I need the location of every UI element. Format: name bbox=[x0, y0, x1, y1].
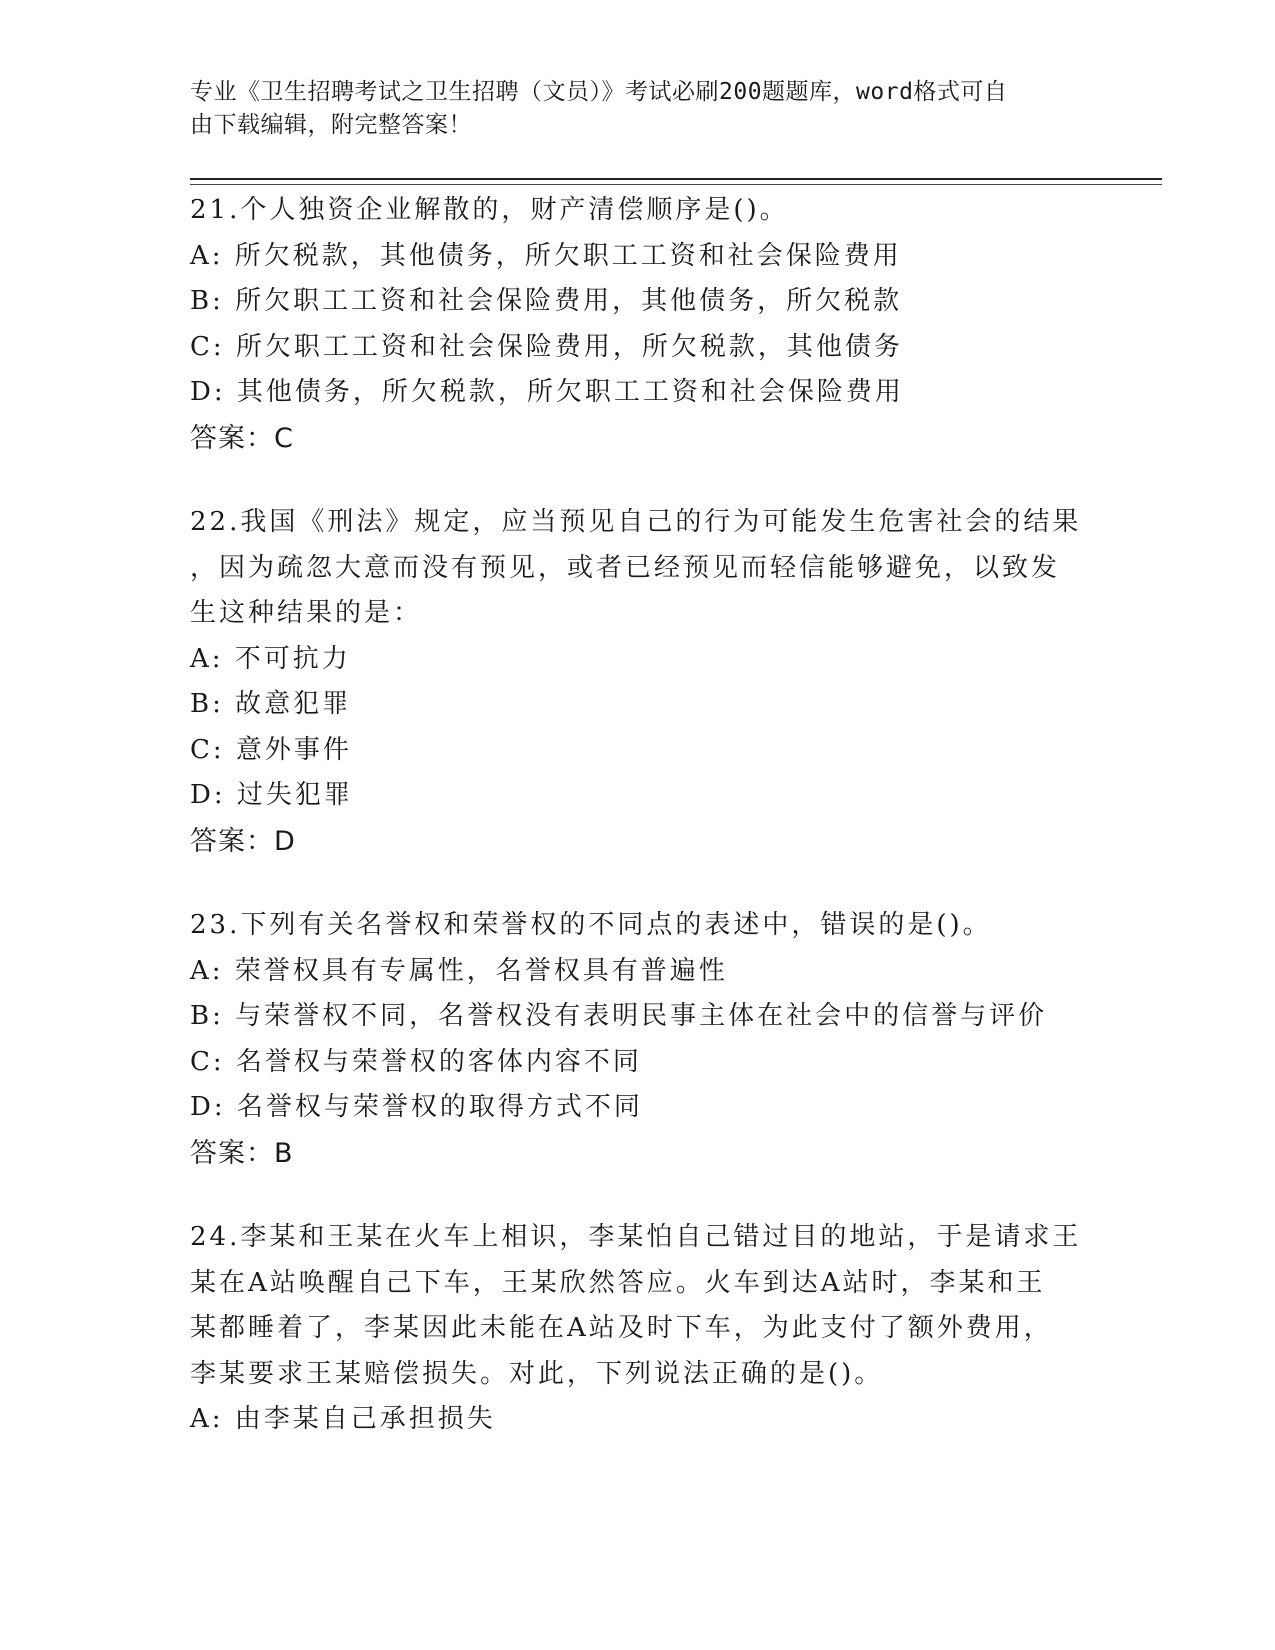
answer-label: 答案：C bbox=[190, 422, 294, 454]
option-d: D: 名誉权与荣誉权的取得方式不同 bbox=[190, 1092, 643, 1122]
header-line-1: 专业《卫生招聘考试之卫生招聘（文员）》考试必刷200题题库，word格式可自 bbox=[190, 79, 1008, 105]
option-d: D: 过失犯罪 bbox=[190, 780, 353, 810]
option-b: B: 所欠职工工资和社会保险费用，其他债务，所欠税款 bbox=[190, 286, 903, 316]
question-stem-line-4: 李某要求王某赔偿损失。对此，下列说法正确的是()。 bbox=[190, 1358, 884, 1389]
question-stem-line-1: 24.李某和王某在火车上相识，李某怕自己错过目的地站，于是请求王 bbox=[190, 1222, 1082, 1252]
question-stem-line-3: 生这种结果的是： bbox=[190, 598, 423, 628]
option-d: D: 其他债务，所欠税款，所欠职工工资和社会保险费用 bbox=[190, 377, 904, 407]
option-c: C: 所欠职工工资和社会保险费用，所欠税款，其他债务 bbox=[190, 331, 903, 362]
option-c: C: 名誉权与荣誉权的客体内容不同 bbox=[190, 1046, 642, 1077]
header-line-2: 由下载编辑，附完整答案！ bbox=[190, 112, 472, 138]
question-21 bbox=[190, 188, 1090, 461]
question-stem: 21.个人独资企业解散的，财产清偿顺序是()。 bbox=[190, 195, 789, 225]
option-a: A: 所欠税款，其他债务，所欠职工工资和社会保险费用 bbox=[190, 240, 902, 271]
option-a: A: 荣誉权具有专属性，名誉权具有普遍性 bbox=[190, 955, 728, 986]
question-stem: 23.下列有关名誉权和荣誉权的不同点的表述中，错误的是()。 bbox=[190, 910, 992, 940]
question-stem-line-2: 某在A站唤醒自己下车，王某欣然答应。火车到达A站时，李某和王 bbox=[190, 1267, 1046, 1298]
question-22 bbox=[190, 500, 1090, 864]
question-24 bbox=[190, 1215, 1090, 1443]
answer-label: 答案：D bbox=[190, 825, 296, 857]
answer-label: 答案：B bbox=[190, 1137, 294, 1169]
option-a: A: 不可抗力 bbox=[190, 643, 351, 674]
option-b: B: 故意犯罪 bbox=[190, 689, 352, 719]
option-b: B: 与荣誉权不同，名誉权没有表明民事主体在社会中的信誉与评价 bbox=[190, 1001, 1048, 1031]
question-stem-line-3: 某都睡着了，李某因此未能在A站及时下车，为此支付了额外费用， bbox=[190, 1313, 1053, 1343]
option-c: C: 意外事件 bbox=[190, 734, 352, 765]
question-23 bbox=[190, 903, 1090, 1176]
header-rule-thick bbox=[190, 178, 1162, 180]
question-stem-line-1: 22.我国《刑法》规定，应当预见自己的行为可能发生危害社会的结果 bbox=[190, 507, 1082, 537]
header-rule-thin bbox=[190, 184, 1162, 185]
question-stem-line-2: ，因为疏忽大意而没有预见，或者已经预见而轻信能够避免，以致发 bbox=[190, 552, 1061, 583]
option-a: A: 由李某自己承担损失 bbox=[190, 1404, 496, 1434]
document-header bbox=[190, 76, 1070, 142]
